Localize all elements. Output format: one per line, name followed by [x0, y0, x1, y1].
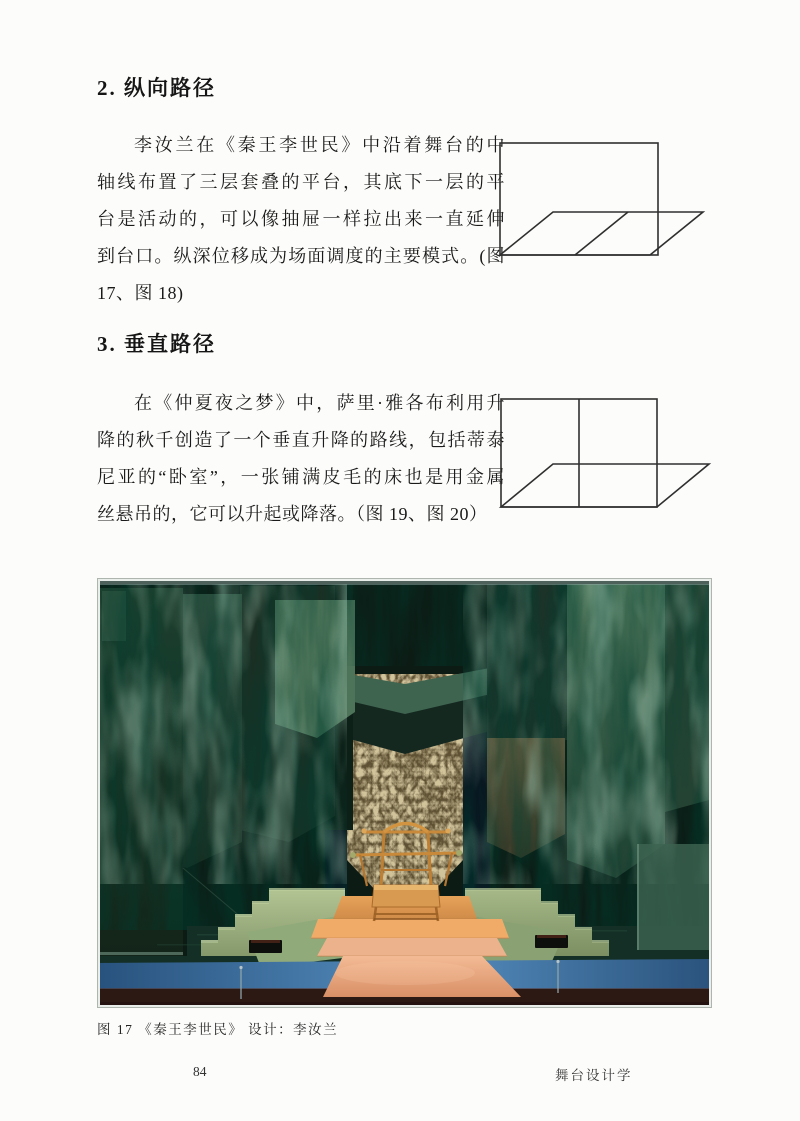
text-line: 在《仲夏夜之梦》中，萨里·雅各布利用升 [134, 393, 505, 413]
longitudinal-path-diagram [488, 133, 716, 261]
section-vertical-paragraph [97, 385, 505, 533]
figure-17-stage-photo [97, 578, 712, 1008]
book-title: 舞台设计学 [555, 1068, 633, 1083]
text-line: 李汝兰在《秦王李世民》中沿着舞台的中 [134, 135, 505, 155]
text-line: 17、图 18) [97, 283, 184, 303]
diagram-wall [500, 143, 658, 255]
section-longitudinal-paragraph [97, 127, 505, 312]
vertical-path-diagram [488, 390, 716, 514]
section-heading-vertical: 3. 垂直路径 [97, 332, 216, 356]
text-line: 降的秋千创造了一个垂直升降的路线，包括蒂泰 [97, 430, 505, 450]
diagram-floor-divider [575, 212, 628, 255]
glass-panel-right [637, 844, 709, 950]
diagram-floor [501, 464, 709, 507]
text-line: 尼亚的“卧室”，一张铺满皮毛的床也是用金属 [97, 467, 505, 487]
text-line: 台是活动的，可以像抽屉一样拉出来一直延伸 [97, 209, 505, 229]
section-heading-longitudinal: 2. 纵向路径 [97, 76, 216, 100]
text-line: 轴线布置了三层套叠的平台，其底下一层的平 [97, 172, 505, 192]
page-number: 84 [193, 1064, 207, 1079]
figure-caption: 图 17 《秦王李世民》 设计：李汝兰 [97, 1022, 339, 1037]
text-line: 到台口。纵深位移成为场面调度的主要模式。(图 [97, 246, 505, 266]
text-line: 丝悬吊的，它可以升起或降落。（图 19、图 20） [97, 504, 488, 524]
